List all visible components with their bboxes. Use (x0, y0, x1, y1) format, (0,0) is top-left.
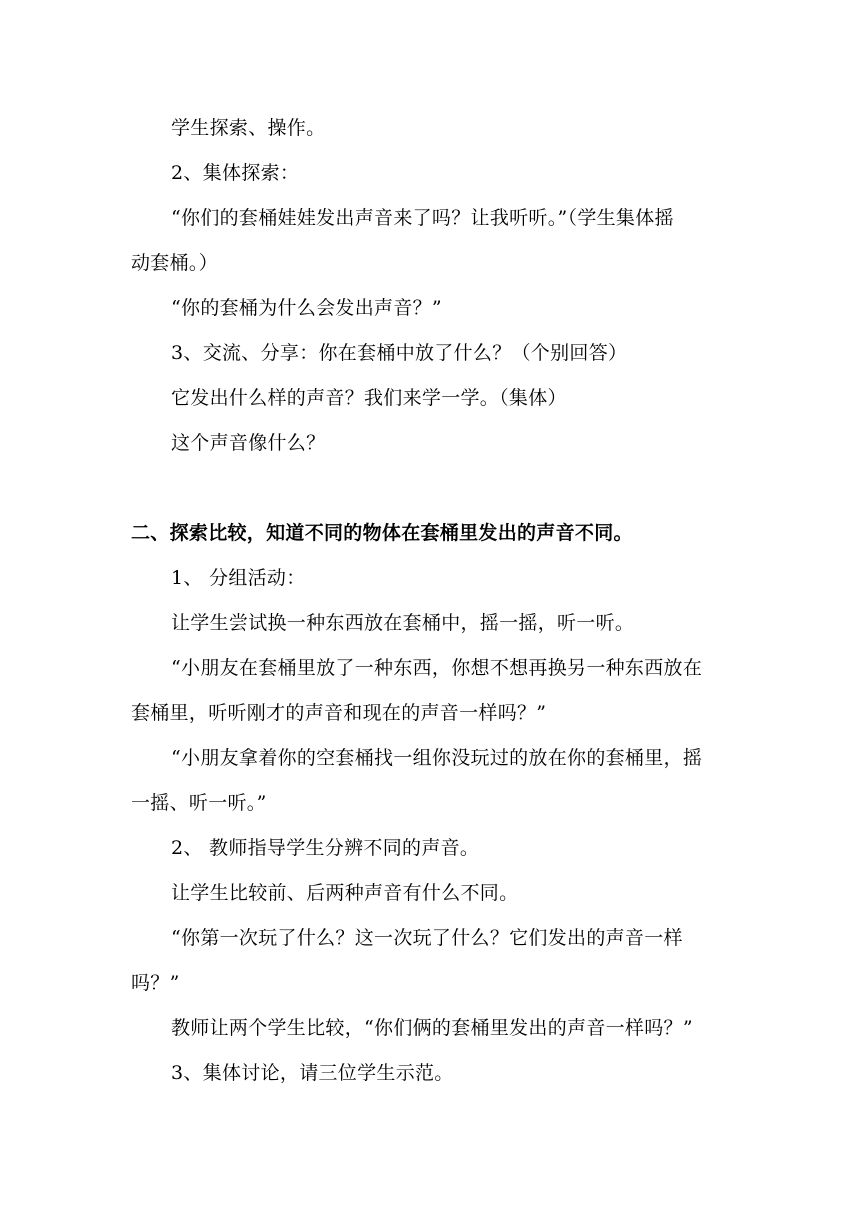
text-line: “你们的套桶娃娃发出声音来了吗？让我听听。”（学生集体摇 (171, 207, 674, 229)
text-line: 3、交流、分享：你在套桶中放了什么？（个别回答） (171, 342, 628, 364)
text-line: 吗？” (131, 972, 180, 994)
text-line: “你的套桶为什么会发出声音？” (171, 297, 442, 319)
text-line: 2、集体探索： (171, 162, 300, 184)
text-line: 它发出什么样的声音？我们来学一学。（集体） (171, 387, 567, 409)
text-line: 教师让两个学生比较，“你们俩的套桶里发出的声音一样吗？” (171, 1017, 693, 1039)
text-line: “小朋友在套桶里放了一种东西，你想不想再换另一种东西放在 (171, 657, 703, 679)
text-line: 2、 教师指导学生分辨不同的声音。 (171, 837, 480, 859)
section-heading: 二、探索比较，知道不同的物体在套桶里发出的声音不同。 (131, 522, 633, 544)
text-line: 动套桶。） (131, 252, 219, 274)
text-line: 套桶里，听听刚才的声音和现在的声音一样吗？” (131, 702, 547, 724)
text-line: 让学生比较前、后两种声音有什么不同。 (171, 882, 519, 904)
text-line: “小朋友拿着你的空套桶找一组你没玩过的放在你的套桶里，摇 (171, 747, 703, 769)
text-line: “你第一次玩了什么？这一次玩了什么？它们发出的声音一样 (171, 927, 683, 949)
text-line: 一摇、听一听。” (131, 792, 267, 814)
text-line: 让学生尝试换一种东西放在套桶中，摇一摇，听一听。 (171, 612, 635, 634)
text-line: 1、 分组活动： (171, 567, 306, 589)
text-line: 这个声音像什么？ (171, 432, 326, 454)
text-line: 3、集体讨论，请三位学生示范。 (171, 1062, 454, 1084)
text-line: 学生探索、操作。 (171, 117, 326, 139)
